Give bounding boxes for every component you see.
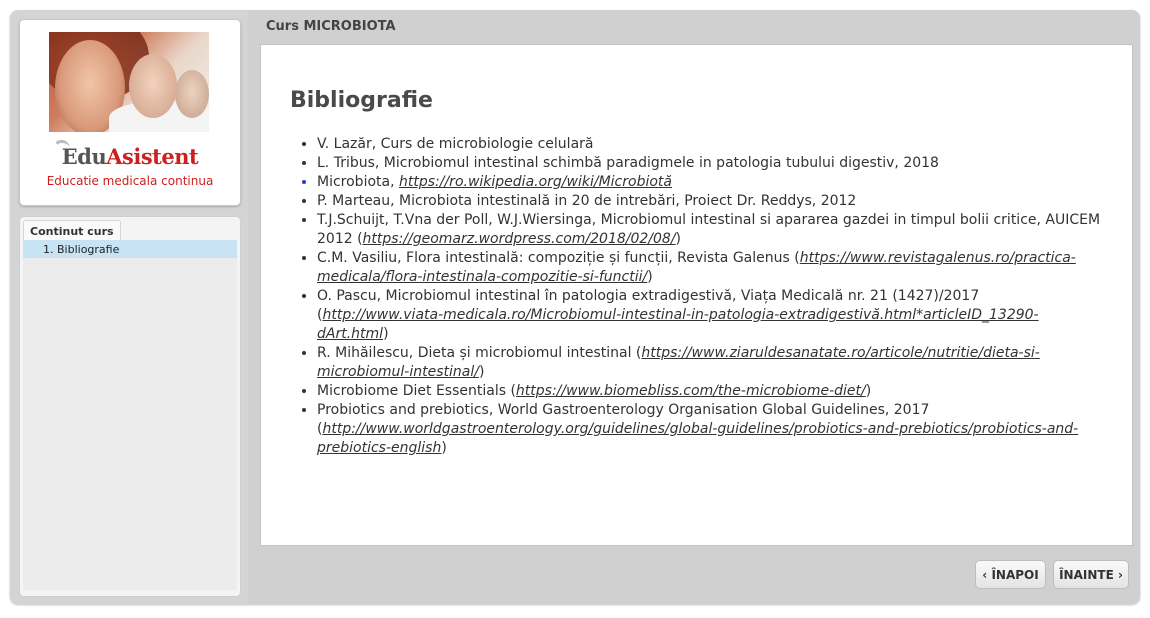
toc-panel — [19, 216, 241, 597]
course-title: Curs MICROBIOTA — [266, 19, 396, 34]
chevron-left-icon: ‹ — [982, 567, 988, 582]
page-title: Bibliografie — [290, 88, 433, 113]
reference-item: • L. Tribus, Microbiomul intestinal schimbă paradigmele in patologia tubului digestiv, 2018 — [317, 154, 1107, 173]
next-button[interactable] — [1053, 560, 1129, 589]
sidebar — [10, 10, 248, 604]
brand-tagline: Educatie medicala continua — [46, 174, 214, 188]
toc-tab[interactable]: Continut curs — [23, 220, 121, 242]
reference-link[interactable]: https://www.biomebliss.com/the-microbiome-diet/ — [515, 383, 866, 399]
reference-item: • Microbiome Diet Essentials (https://www.biomebliss.com/the-microbiome-diet/) — [317, 382, 1107, 401]
brand-name-right: Asistent — [106, 144, 199, 169]
app-window — [10, 10, 1140, 604]
reference-item: • O. Pascu, Microbiomul intestinal în patologia extradigestivă, Viața Medicală nr. 21 (1427)/2017 (http://www.viata-medicala.ro/Microbiomul-intestinal-in-patologia-extradigestivă.html*articleID_13290-dArt.html) — [317, 287, 1107, 344]
main-area — [248, 10, 1140, 604]
reference-link[interactable]: https://ro.wikipedia.org/wiki/Microbiotă — [399, 174, 672, 190]
prev-button[interactable] — [975, 560, 1046, 589]
brand-name — [20, 144, 240, 169]
toc-item-bibliografie[interactable] — [23, 240, 237, 258]
brand-name-left: Edu — [61, 144, 107, 169]
reference-link[interactable]: https://www.revistagalenus.ro/practica-medicala/flora-intestinala-compozitie-si-functii/ — [317, 250, 1076, 285]
reference-item: • V. Lazăr, Curs de microbiologie celulară — [317, 135, 1107, 154]
reference-item: • T.J.Schuijt, T.Vna der Poll, W.J.Wiersinga, Microbiomul intestinal si apararea gazdei in timpul bolii critice, AUICEM 2012 (https://geomarz.wordpress.com/2018/02/08/) — [317, 211, 1107, 249]
reference-link[interactable]: https://geomarz.wordpress.com/2018/02/08/ — [362, 231, 676, 247]
logo-card — [19, 19, 241, 206]
reference-item: • R. Mihăilescu, Dieta și microbiomul intestinal (https://www.ziaruldesanatate.ro/articole/nutritie/dieta-si-microbiomul-intestinal/) — [317, 344, 1107, 382]
bibliography-list — [291, 135, 1107, 458]
reference-item: • C.M. Vasiliu, Flora intestinală: compoziție și funcții, Revista Galenus (https://www.revistagalenus.ro/practica-medicala/flora-intestinala-compozitie-si-functii/) — [317, 249, 1107, 287]
next-button-label: ÎNAINTE — [1059, 567, 1114, 582]
reference-link[interactable]: http://www.viata-medicala.ro/Microbiomul-intestinal-in-patologia-extradigestivă.html*articleID_13290-dArt.html — [317, 307, 1039, 342]
prev-button-label: ÎNAPOI — [991, 567, 1039, 582]
logo-photo — [49, 32, 209, 132]
reference-item: • P. Marteau, Microbiota intestinală in 20 de intrebări, Proiect Dr. Reddys, 2012 — [317, 192, 1107, 211]
reference-link[interactable]: http://www.worldgastroenterology.org/guidelines/global-guidelines/probiotics-and-prebiotics/probiotics-and-prebiotics-english — [317, 421, 1079, 456]
reference-item: • Probiotics and prebiotics, World Gastroenterology Organisation Global Guidelines, 2017 (http://www.worldgastroenterology.org/guidelines/global-guidelines/probiotics-and-prebiotics/probiotics-and-prebiotics-english) — [317, 401, 1107, 458]
toc-item-label: 1. Bibliografie — [43, 243, 120, 256]
content-page — [260, 44, 1133, 546]
chevron-right-icon: › — [1117, 567, 1123, 582]
reference-item: • Microbiota, https://ro.wikipedia.org/wiki/Microbiotă — [317, 173, 1107, 192]
reference-link[interactable]: https://www.ziaruldesanatate.ro/articole/nutritie/dieta-si-microbiomul-intestinal/ — [317, 345, 1040, 380]
toc-list — [23, 240, 237, 590]
